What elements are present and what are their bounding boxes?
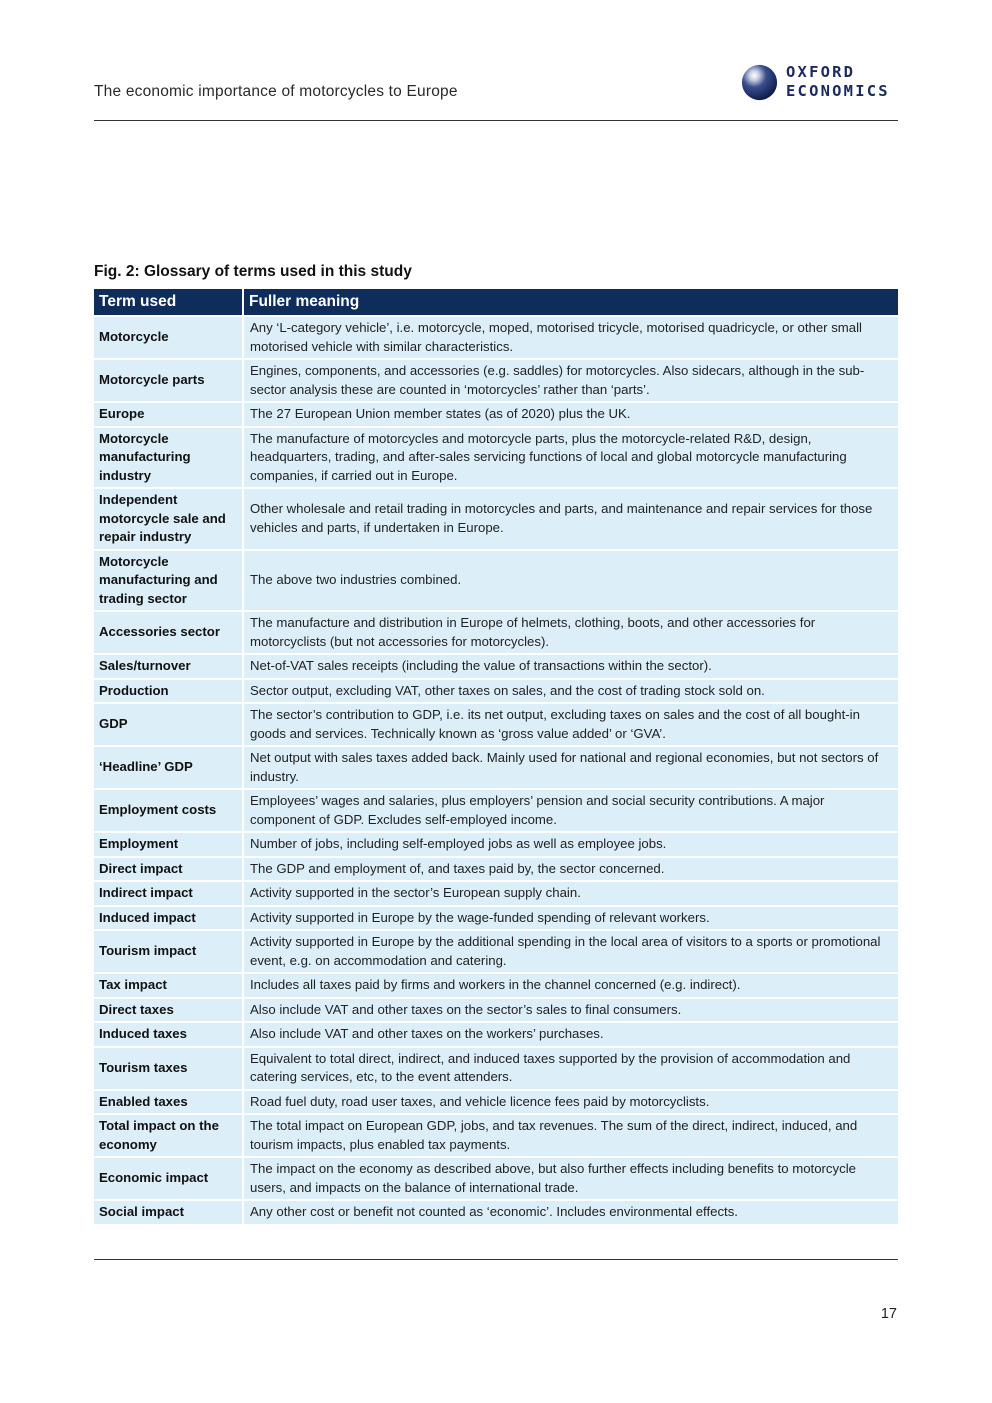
glossary-term: Total impact on the economy — [94, 1115, 244, 1158]
glossary-meaning: Employees’ wages and salaries, plus employers’ pension and social security contributions. A major component of GDP. Excludes self-employed income. — [244, 790, 898, 833]
table-row — [94, 1023, 898, 1048]
glossary-term: Social impact — [94, 1201, 244, 1226]
glossary-term: Induced impact — [94, 907, 244, 932]
glossary-meaning: The GDP and employment of, and taxes paid by, the sector concerned. — [244, 858, 898, 883]
table-row — [94, 999, 898, 1024]
glossary-term: Motorcycle parts — [94, 360, 244, 403]
logo-text-oxford: OXFORD — [786, 63, 856, 81]
glossary-term: Independent motorcycle sale and repair industry — [94, 489, 244, 551]
glossary-term: Economic impact — [94, 1158, 244, 1201]
table-row — [94, 612, 898, 655]
glossary-meaning: The manufacture and distribution in Europe of helmets, clothing, boots, and other accessories for motorcyclists (but not accessories for motorcycles). — [244, 612, 898, 655]
glossary-meaning: The sector’s contribution to GDP, i.e. its net output, excluding taxes on sales and the cost of all bought-in goods and services. Technically known as ‘gross value added’ or ‘GVA’. — [244, 704, 898, 747]
column-header-meaning: Fuller meaning — [244, 289, 898, 317]
glossary-meaning: Any ‘L-category vehicle’, i.e. motorcycle, moped, motorised tricycle, motorised quadricycle, or other small motorised vehicle with similar characteristics. — [244, 317, 898, 360]
glossary-meaning: Equivalent to total direct, indirect, and induced taxes supported by the provision of accommodation and catering services, etc, to the event attenders. — [244, 1048, 898, 1091]
table-row — [94, 974, 898, 999]
table-header-row — [94, 289, 898, 317]
table-row — [94, 360, 898, 403]
footer-divider — [94, 1259, 898, 1260]
glossary-term: Motorcycle — [94, 317, 244, 360]
glossary-term: Employment costs — [94, 790, 244, 833]
glossary-meaning: Other wholesale and retail trading in motorcycles and parts, and maintenance and repair services for those vehicles and parts, if undertaken in Europe. — [244, 489, 898, 551]
glossary-meaning: Includes all taxes paid by firms and workers in the channel concerned (e.g. indirect). — [244, 974, 898, 999]
glossary-meaning: The impact on the economy as described above, but also further effects including benefits to motorcycle users, and impacts on the balance of international trade. — [244, 1158, 898, 1201]
glossary-meaning: Net output with sales taxes added back. Mainly used for national and regional economies, but not sectors of industry. — [244, 747, 898, 790]
oxford-economics-logo — [741, 62, 901, 104]
table-row — [94, 403, 898, 428]
table-row — [94, 858, 898, 883]
glossary-term: Employment — [94, 833, 244, 858]
glossary-term: Direct taxes — [94, 999, 244, 1024]
figure-title: Fig. 2: Glossary of terms used in this study — [94, 263, 412, 280]
glossary-meaning: Also include VAT and other taxes on the workers’ purchases. — [244, 1023, 898, 1048]
globe-icon — [741, 64, 778, 101]
table-row — [94, 790, 898, 833]
table-row — [94, 680, 898, 705]
glossary-meaning: Sector output, excluding VAT, other taxes on sales, and the cost of trading stock sold on. — [244, 680, 898, 705]
table-row — [94, 489, 898, 551]
table-row — [94, 1115, 898, 1158]
table-row — [94, 833, 898, 858]
page-number: 17 — [880, 1306, 897, 1322]
glossary-term: Indirect impact — [94, 882, 244, 907]
glossary-term: Tourism impact — [94, 931, 244, 974]
glossary-term: Europe — [94, 403, 244, 428]
glossary-term: GDP — [94, 704, 244, 747]
table-row — [94, 931, 898, 974]
glossary-table — [94, 289, 898, 1226]
glossary-meaning: Activity supported in Europe by the wage-funded spending of relevant workers. — [244, 907, 898, 932]
glossary-meaning: Also include VAT and other taxes on the sector’s sales to final consumers. — [244, 999, 898, 1024]
table-row — [94, 655, 898, 680]
glossary-meaning: Net-of-VAT sales receipts (including the value of transactions within the sector). — [244, 655, 898, 680]
logo-text-economics: ECONOMICS — [786, 82, 890, 100]
table-row — [94, 1091, 898, 1116]
glossary-meaning: Any other cost or benefit not counted as ‘economic’. Includes environmental effects. — [244, 1201, 898, 1226]
glossary-term: Sales/turnover — [94, 655, 244, 680]
table-row — [94, 882, 898, 907]
glossary-meaning: The manufacture of motorcycles and motorcycle parts, plus the motorcycle-related R&D, design, headquarters, trading, and after-sales servicing functions of local and global motorcycle manufacturing companies, if carried out in Europe. — [244, 428, 898, 490]
table-row — [94, 317, 898, 360]
glossary-meaning: The total impact on European GDP, jobs, and tax revenues. The sum of the direct, indirect, induced, and tourism impacts, plus enabled tax payments. — [244, 1115, 898, 1158]
table-row — [94, 704, 898, 747]
table-row — [94, 747, 898, 790]
glossary-term: Tax impact — [94, 974, 244, 999]
glossary-term: Accessories sector — [94, 612, 244, 655]
glossary-body — [94, 317, 898, 1226]
table-row — [94, 1158, 898, 1201]
glossary-term: Motorcycle manufacturing and trading sector — [94, 551, 244, 613]
glossary-term: Tourism taxes — [94, 1048, 244, 1091]
glossary-term: Motorcycle manufacturing industry — [94, 428, 244, 490]
header-divider — [94, 120, 898, 121]
glossary-term: Direct impact — [94, 858, 244, 883]
glossary-meaning: Activity supported in the sector’s European supply chain. — [244, 882, 898, 907]
glossary-meaning: The 27 European Union member states (as of 2020) plus the UK. — [244, 403, 898, 428]
glossary-term: Production — [94, 680, 244, 705]
glossary-term: Enabled taxes — [94, 1091, 244, 1116]
glossary-term: Induced taxes — [94, 1023, 244, 1048]
glossary-meaning: Number of jobs, including self-employed jobs as well as employee jobs. — [244, 833, 898, 858]
glossary-meaning: The above two industries combined. — [244, 551, 898, 613]
glossary-meaning: Activity supported in Europe by the additional spending in the local area of visitors to a sports or promotional event, e.g. on accommodation and catering. — [244, 931, 898, 974]
glossary-term: ‘Headline’ GDP — [94, 747, 244, 790]
table-row — [94, 428, 898, 490]
table-row — [94, 1048, 898, 1091]
column-header-term: Term used — [94, 289, 244, 317]
document-header-title: The economic importance of motorcycles to Europe — [94, 83, 458, 100]
table-row — [94, 551, 898, 613]
table-row — [94, 1201, 898, 1226]
glossary-meaning: Engines, components, and accessories (e.g. saddles) for motorcycles. Also sidecars, although in the sub-sector analysis these are counted in ‘motorcycles’ rather than ‘parts’. — [244, 360, 898, 403]
glossary-meaning: Road fuel duty, road user taxes, and vehicle licence fees paid by motorcyclists. — [244, 1091, 898, 1116]
table-row — [94, 907, 898, 932]
